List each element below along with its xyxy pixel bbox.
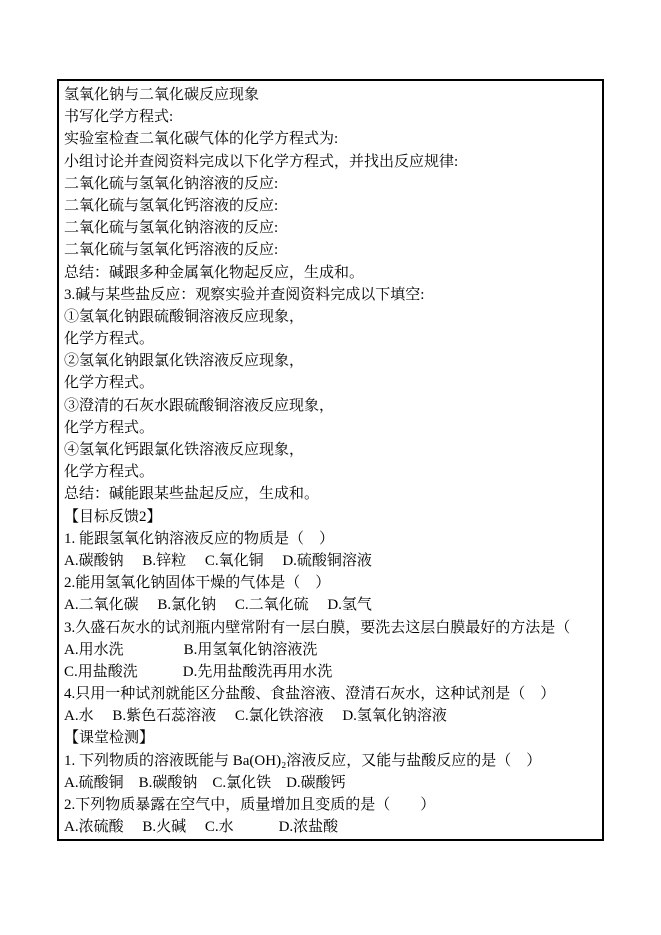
doc-line: 二氧化硫与氢氧化钠溶液的反应: [64,175,279,192]
doc-line-title: 氢氧化钠与二氧化碳反应现象 [64,87,260,103]
section-header-target-feedback-2: 【目标反馈2】 [64,508,162,525]
doc-line: 化学方程式。 [64,419,155,436]
options-line: C.用盐酸洗 D.先用盐酸洗再用水洗 [64,663,333,680]
doc-line: 小组讨论并查阅资料完成以下化学方程式，并找出反应规律: [64,153,459,170]
summary-line: 总结：碱能跟某些盐起反应，生成和。 [64,486,320,503]
summary-line: 总结：碱跟多种金属氧化物起反应，生成和。 [64,264,365,281]
options-line: A.用水洗 B.用氢氧化钠溶液洗 [64,641,318,658]
question-line: 2.能用氢氧化钠固体干燥的气体是（ ） [64,575,331,592]
question-line: 4.只用一种试剂就能区分盐酸、食盐溶液、澄清石灰水，这种试剂是（ ） [64,686,556,703]
numbered-item-3: ③澄清的石灰水跟硫酸铜溶液反应现象， [64,397,335,414]
worksheet-cell [57,79,604,841]
options-line: A.水 B.紫色石蕊溶液 C.氯化铁溶液 D.氢氧化钠溶液 [64,708,447,725]
options-line: A.碳酸钠 B.锌粒 C.氧化铜 D.硫酸铜溶液 [64,552,372,569]
question-line: 1. 能跟氢氧化钠溶液反应的物质是（ ） [64,530,335,547]
doc-line: 书写化学方程式: [64,109,174,126]
question-line: 3.久盛石灰水的试剂瓶内壁常附有一层白膜，要洗去这层白膜最好的方法是（ [64,619,571,636]
options-line: A.二氧化碳 B.氯化钠 C.二氧化硫 D.氢气 [64,597,372,614]
doc-line: 二氧化硫与氢氧化钙溶液的反应: [64,242,279,259]
doc-line: 化学方程式。 [64,464,155,481]
doc-line: 二氧化硫与氢氧化钙溶液的反应: [64,197,279,214]
doc-line: 3.碱与某些盐反应：观察实验并查阅资料完成以下填空: [64,286,425,303]
numbered-item-2: ②氢氧化钠跟氯化铁溶液反应现象， [64,353,305,370]
question-line: 2.下列物质暴露在空气中，质量增加且变质的是（ ） [64,797,436,813]
numbered-item-4: ④氢氧化钙跟氯化铁溶液反应现象， [64,442,305,458]
question-line: 1. 下列物质的溶液既能与 Ba(OH)₂溶液反应，又能与盐酸反应的是（ ） [64,752,542,769]
doc-line: 实验室检查二氧化碳气体的化学方程式为: [64,131,339,148]
numbered-item-1: ①氢氧化钠跟硫酸铜溶液反应现象， [64,308,305,325]
doc-line: 二氧化硫与氢氧化钠溶液的反应: [64,220,279,237]
options-line: A.硫酸铜 B.碳酸钠 C.氯化铁 D.碳酸钙 [64,774,346,791]
doc-line: 化学方程式。 [64,331,155,348]
options-line: A.浓硫酸 B.火碱 C.水 D.浓盐酸 [64,819,339,836]
section-header-class-check: 【课堂检测】 [64,730,155,747]
doc-line: 化学方程式。 [64,375,155,392]
